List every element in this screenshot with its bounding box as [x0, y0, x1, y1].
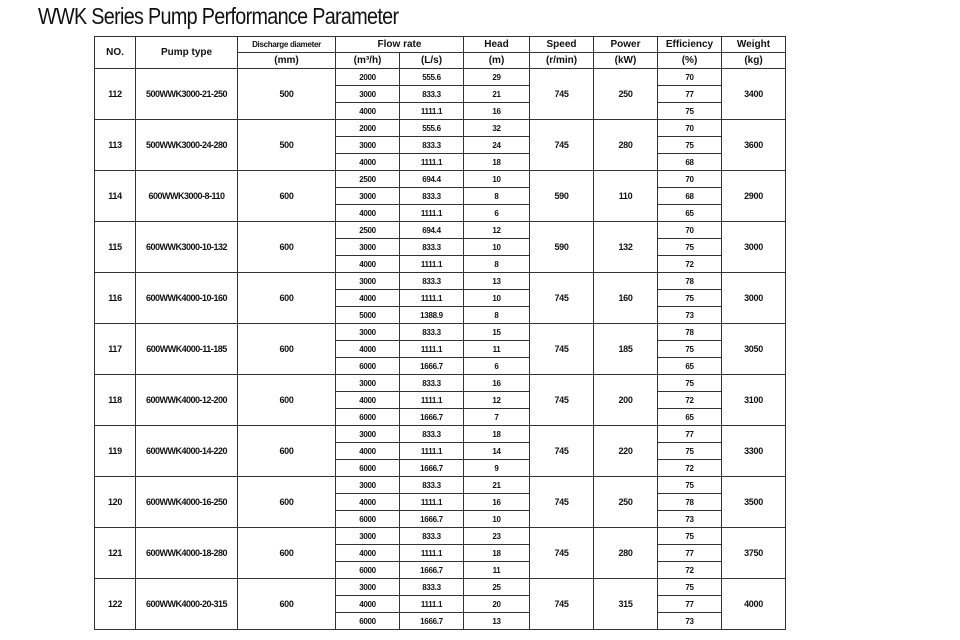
- table-row: [95, 375, 786, 392]
- speed-value: 745: [530, 120, 594, 171]
- head-value: 16: [464, 494, 530, 511]
- head-value: 11: [464, 341, 530, 358]
- efficiency-value: 68: [658, 154, 722, 171]
- weight-value: 3750: [722, 528, 786, 579]
- speed-value: 590: [530, 222, 594, 273]
- head-value: 14: [464, 443, 530, 460]
- flow-rate-m3h: 4000: [336, 392, 400, 409]
- pump-type: 600WWK4000-16-250: [136, 477, 238, 528]
- pump-type: 600WWK4000-14-220: [136, 426, 238, 477]
- head-value: 6: [464, 205, 530, 222]
- header-flow-rate: Flow rate: [336, 37, 464, 53]
- pump-type: 600WWK3000-8-110: [136, 171, 238, 222]
- header-speed-unit: (r/min): [530, 53, 594, 69]
- weight-value: 3600: [722, 120, 786, 171]
- speed-value: 745: [530, 426, 594, 477]
- head-value: 13: [464, 273, 530, 290]
- discharge-diameter: 600: [238, 324, 336, 375]
- header-head-unit: (m): [464, 53, 530, 69]
- flow-rate-m3h: 3000: [336, 188, 400, 205]
- table-row: [95, 69, 786, 86]
- header-weight: Weight: [722, 37, 786, 53]
- efficiency-value: 78: [658, 273, 722, 290]
- header-flow-unit-m3h: (m³/h): [336, 53, 400, 69]
- weight-value: 4000: [722, 579, 786, 630]
- efficiency-value: 65: [658, 409, 722, 426]
- head-value: 18: [464, 154, 530, 171]
- flow-rate-ls: 1111.1: [400, 494, 464, 511]
- header-power-unit: (kW): [594, 53, 658, 69]
- head-value: 15: [464, 324, 530, 341]
- flow-rate-ls: 833.3: [400, 528, 464, 545]
- efficiency-value: 73: [658, 511, 722, 528]
- flow-rate-m3h: 4000: [336, 256, 400, 273]
- flow-rate-m3h: 6000: [336, 460, 400, 477]
- flow-rate-ls: 555.6: [400, 120, 464, 137]
- pump-number: 113: [95, 120, 136, 171]
- pump-type: 600WWK4000-20-315: [136, 579, 238, 630]
- head-value: 12: [464, 222, 530, 239]
- table-row: [95, 222, 786, 239]
- pump-type: 600WWK4000-11-185: [136, 324, 238, 375]
- discharge-diameter: 600: [238, 528, 336, 579]
- flow-rate-ls: 1666.7: [400, 511, 464, 528]
- flow-rate-m3h: 3000: [336, 324, 400, 341]
- efficiency-value: 75: [658, 137, 722, 154]
- flow-rate-m3h: 5000: [336, 307, 400, 324]
- pump-type: 600WWK4000-18-280: [136, 528, 238, 579]
- flow-rate-m3h: 4000: [336, 341, 400, 358]
- head-value: 21: [464, 477, 530, 494]
- flow-rate-m3h: 3000: [336, 477, 400, 494]
- discharge-diameter: 600: [238, 477, 336, 528]
- efficiency-value: 75: [658, 579, 722, 596]
- pump-type: 600WWK4000-12-200: [136, 375, 238, 426]
- header-weight-unit: (kg): [722, 53, 786, 69]
- pump-number: 118: [95, 375, 136, 426]
- head-value: 10: [464, 511, 530, 528]
- flow-rate-m3h: 2500: [336, 222, 400, 239]
- head-value: 8: [464, 256, 530, 273]
- weight-value: 3500: [722, 477, 786, 528]
- efficiency-value: 77: [658, 545, 722, 562]
- discharge-diameter: 600: [238, 273, 336, 324]
- flow-rate-ls: 833.3: [400, 375, 464, 392]
- pump-type: 600WWK4000-10-160: [136, 273, 238, 324]
- header-efficiency-unit: (%): [658, 53, 722, 69]
- flow-rate-ls: 1111.1: [400, 205, 464, 222]
- table-row: [95, 528, 786, 545]
- weight-value: 3100: [722, 375, 786, 426]
- head-value: 10: [464, 239, 530, 256]
- efficiency-value: 70: [658, 171, 722, 188]
- flow-rate-ls: 833.3: [400, 188, 464, 205]
- flow-rate-ls: 1111.1: [400, 103, 464, 120]
- head-value: 12: [464, 392, 530, 409]
- efficiency-value: 78: [658, 324, 722, 341]
- speed-value: 745: [530, 324, 594, 375]
- head-value: 8: [464, 188, 530, 205]
- header-pump-type: Pump type: [136, 37, 238, 69]
- pump-type: 500WWK3000-21-250: [136, 69, 238, 120]
- flow-rate-ls: 555.6: [400, 69, 464, 86]
- flow-rate-ls: 1666.7: [400, 613, 464, 630]
- power-value: 160: [594, 273, 658, 324]
- flow-rate-m3h: 3000: [336, 86, 400, 103]
- power-value: 280: [594, 528, 658, 579]
- flow-rate-m3h: 6000: [336, 358, 400, 375]
- weight-value: 3050: [722, 324, 786, 375]
- head-value: 13: [464, 613, 530, 630]
- table-row: [95, 477, 786, 494]
- pump-number: 114: [95, 171, 136, 222]
- flow-rate-ls: 1111.1: [400, 545, 464, 562]
- flow-rate-ls: 1666.7: [400, 409, 464, 426]
- efficiency-value: 75: [658, 443, 722, 460]
- efficiency-value: 75: [658, 341, 722, 358]
- flow-rate-ls: 694.4: [400, 171, 464, 188]
- efficiency-value: 75: [658, 477, 722, 494]
- efficiency-value: 70: [658, 69, 722, 86]
- efficiency-value: 75: [658, 290, 722, 307]
- pump-number: 119: [95, 426, 136, 477]
- header-efficiency: Efficiency: [658, 37, 722, 53]
- power-value: 220: [594, 426, 658, 477]
- efficiency-value: 77: [658, 426, 722, 443]
- flow-rate-ls: 833.3: [400, 477, 464, 494]
- power-value: 132: [594, 222, 658, 273]
- table-row: [95, 579, 786, 596]
- head-value: 24: [464, 137, 530, 154]
- flow-rate-ls: 1111.1: [400, 443, 464, 460]
- header-head: Head: [464, 37, 530, 53]
- head-value: 11: [464, 562, 530, 579]
- discharge-diameter: 500: [238, 69, 336, 120]
- efficiency-value: 72: [658, 562, 722, 579]
- head-value: 10: [464, 290, 530, 307]
- head-value: 32: [464, 120, 530, 137]
- weight-value: 3400: [722, 69, 786, 120]
- pump-number: 116: [95, 273, 136, 324]
- speed-value: 745: [530, 69, 594, 120]
- head-value: 29: [464, 69, 530, 86]
- weight-value: 3000: [722, 273, 786, 324]
- discharge-diameter: 600: [238, 426, 336, 477]
- efficiency-value: 75: [658, 375, 722, 392]
- head-value: 21: [464, 86, 530, 103]
- flow-rate-ls: 1111.1: [400, 392, 464, 409]
- flow-rate-m3h: 3000: [336, 579, 400, 596]
- speed-value: 745: [530, 375, 594, 426]
- flow-rate-ls: 1388.9: [400, 307, 464, 324]
- header-flow-unit-ls: (L/s): [400, 53, 464, 69]
- table-row: [95, 171, 786, 188]
- speed-value: 745: [530, 528, 594, 579]
- efficiency-value: 75: [658, 528, 722, 545]
- head-value: 20: [464, 596, 530, 613]
- flow-rate-m3h: 6000: [336, 562, 400, 579]
- pump-number: 117: [95, 324, 136, 375]
- speed-value: 745: [530, 579, 594, 630]
- table-row: [95, 426, 786, 443]
- efficiency-value: 72: [658, 460, 722, 477]
- flow-rate-m3h: 3000: [336, 426, 400, 443]
- weight-value: 2900: [722, 171, 786, 222]
- flow-rate-ls: 1111.1: [400, 256, 464, 273]
- speed-value: 590: [530, 171, 594, 222]
- efficiency-value: 70: [658, 120, 722, 137]
- flow-rate-ls: 833.3: [400, 579, 464, 596]
- pump-number: 112: [95, 69, 136, 120]
- head-value: 16: [464, 103, 530, 120]
- efficiency-value: 77: [658, 86, 722, 103]
- flow-rate-ls: 1111.1: [400, 596, 464, 613]
- flow-rate-m3h: 3000: [336, 137, 400, 154]
- pump-number: 115: [95, 222, 136, 273]
- weight-value: 3000: [722, 222, 786, 273]
- efficiency-value: 65: [658, 205, 722, 222]
- discharge-diameter: 600: [238, 579, 336, 630]
- head-value: 6: [464, 358, 530, 375]
- table-body: [95, 69, 786, 630]
- power-value: 110: [594, 171, 658, 222]
- efficiency-value: 72: [658, 392, 722, 409]
- page-title: WWK Series Pump Performance Parameter: [38, 3, 399, 29]
- efficiency-value: 73: [658, 307, 722, 324]
- flow-rate-m3h: 6000: [336, 511, 400, 528]
- discharge-diameter: 600: [238, 171, 336, 222]
- weight-value: 3300: [722, 426, 786, 477]
- flow-rate-m3h: 4000: [336, 494, 400, 511]
- head-value: 18: [464, 545, 530, 562]
- head-value: 18: [464, 426, 530, 443]
- discharge-diameter: 600: [238, 375, 336, 426]
- flow-rate-m3h: 6000: [336, 409, 400, 426]
- pump-number: 120: [95, 477, 136, 528]
- header-power: Power: [594, 37, 658, 53]
- efficiency-value: 77: [658, 596, 722, 613]
- power-value: 315: [594, 579, 658, 630]
- head-value: 23: [464, 528, 530, 545]
- power-value: 280: [594, 120, 658, 171]
- efficiency-value: 75: [658, 239, 722, 256]
- table-row: [95, 120, 786, 137]
- head-value: 16: [464, 375, 530, 392]
- head-value: 9: [464, 460, 530, 477]
- flow-rate-m3h: 4000: [336, 205, 400, 222]
- flow-rate-m3h: 3000: [336, 273, 400, 290]
- pump-number: 121: [95, 528, 136, 579]
- flow-rate-ls: 1666.7: [400, 358, 464, 375]
- head-value: 8: [464, 307, 530, 324]
- discharge-diameter: 500: [238, 120, 336, 171]
- flow-rate-ls: 833.3: [400, 86, 464, 103]
- table-row: [95, 273, 786, 290]
- flow-rate-m3h: 4000: [336, 154, 400, 171]
- power-value: 185: [594, 324, 658, 375]
- pump-type: 500WWK3000-24-280: [136, 120, 238, 171]
- head-value: 25: [464, 579, 530, 596]
- header-discharge-diameter: Discharge diameter: [238, 37, 336, 53]
- header-speed: Speed: [530, 37, 594, 53]
- flow-rate-m3h: 4000: [336, 103, 400, 120]
- flow-rate-m3h: 6000: [336, 613, 400, 630]
- power-value: 200: [594, 375, 658, 426]
- flow-rate-ls: 1111.1: [400, 290, 464, 307]
- discharge-diameter: 600: [238, 222, 336, 273]
- header-no: NO.: [95, 37, 136, 69]
- flow-rate-ls: 833.3: [400, 273, 464, 290]
- flow-rate-ls: 1111.1: [400, 154, 464, 171]
- header-discharge-unit: (mm): [238, 53, 336, 69]
- pump-parameter-table: [94, 36, 786, 630]
- power-value: 250: [594, 477, 658, 528]
- flow-rate-ls: 1666.7: [400, 562, 464, 579]
- speed-value: 745: [530, 273, 594, 324]
- flow-rate-ls: 694.4: [400, 222, 464, 239]
- flow-rate-m3h: 4000: [336, 290, 400, 307]
- pump-type: 600WWK3000-10-132: [136, 222, 238, 273]
- flow-rate-m3h: 2000: [336, 120, 400, 137]
- speed-value: 745: [530, 477, 594, 528]
- flow-rate-m3h: 3000: [336, 528, 400, 545]
- flow-rate-m3h: 3000: [336, 375, 400, 392]
- power-value: 250: [594, 69, 658, 120]
- flow-rate-m3h: 2500: [336, 171, 400, 188]
- flow-rate-ls: 1666.7: [400, 460, 464, 477]
- efficiency-value: 72: [658, 256, 722, 273]
- flow-rate-ls: 833.3: [400, 239, 464, 256]
- head-value: 7: [464, 409, 530, 426]
- flow-rate-ls: 833.3: [400, 324, 464, 341]
- efficiency-value: 70: [658, 222, 722, 239]
- flow-rate-ls: 1111.1: [400, 341, 464, 358]
- flow-rate-m3h: 4000: [336, 596, 400, 613]
- efficiency-value: 73: [658, 613, 722, 630]
- table-row: [95, 324, 786, 341]
- flow-rate-m3h: 4000: [336, 545, 400, 562]
- flow-rate-ls: 833.3: [400, 426, 464, 443]
- pump-number: 122: [95, 579, 136, 630]
- head-value: 10: [464, 171, 530, 188]
- efficiency-value: 68: [658, 188, 722, 205]
- flow-rate-m3h: 4000: [336, 443, 400, 460]
- efficiency-value: 65: [658, 358, 722, 375]
- flow-rate-m3h: 2000: [336, 69, 400, 86]
- flow-rate-ls: 833.3: [400, 137, 464, 154]
- table-header: [95, 37, 786, 69]
- efficiency-value: 75: [658, 103, 722, 120]
- flow-rate-m3h: 3000: [336, 239, 400, 256]
- efficiency-value: 78: [658, 494, 722, 511]
